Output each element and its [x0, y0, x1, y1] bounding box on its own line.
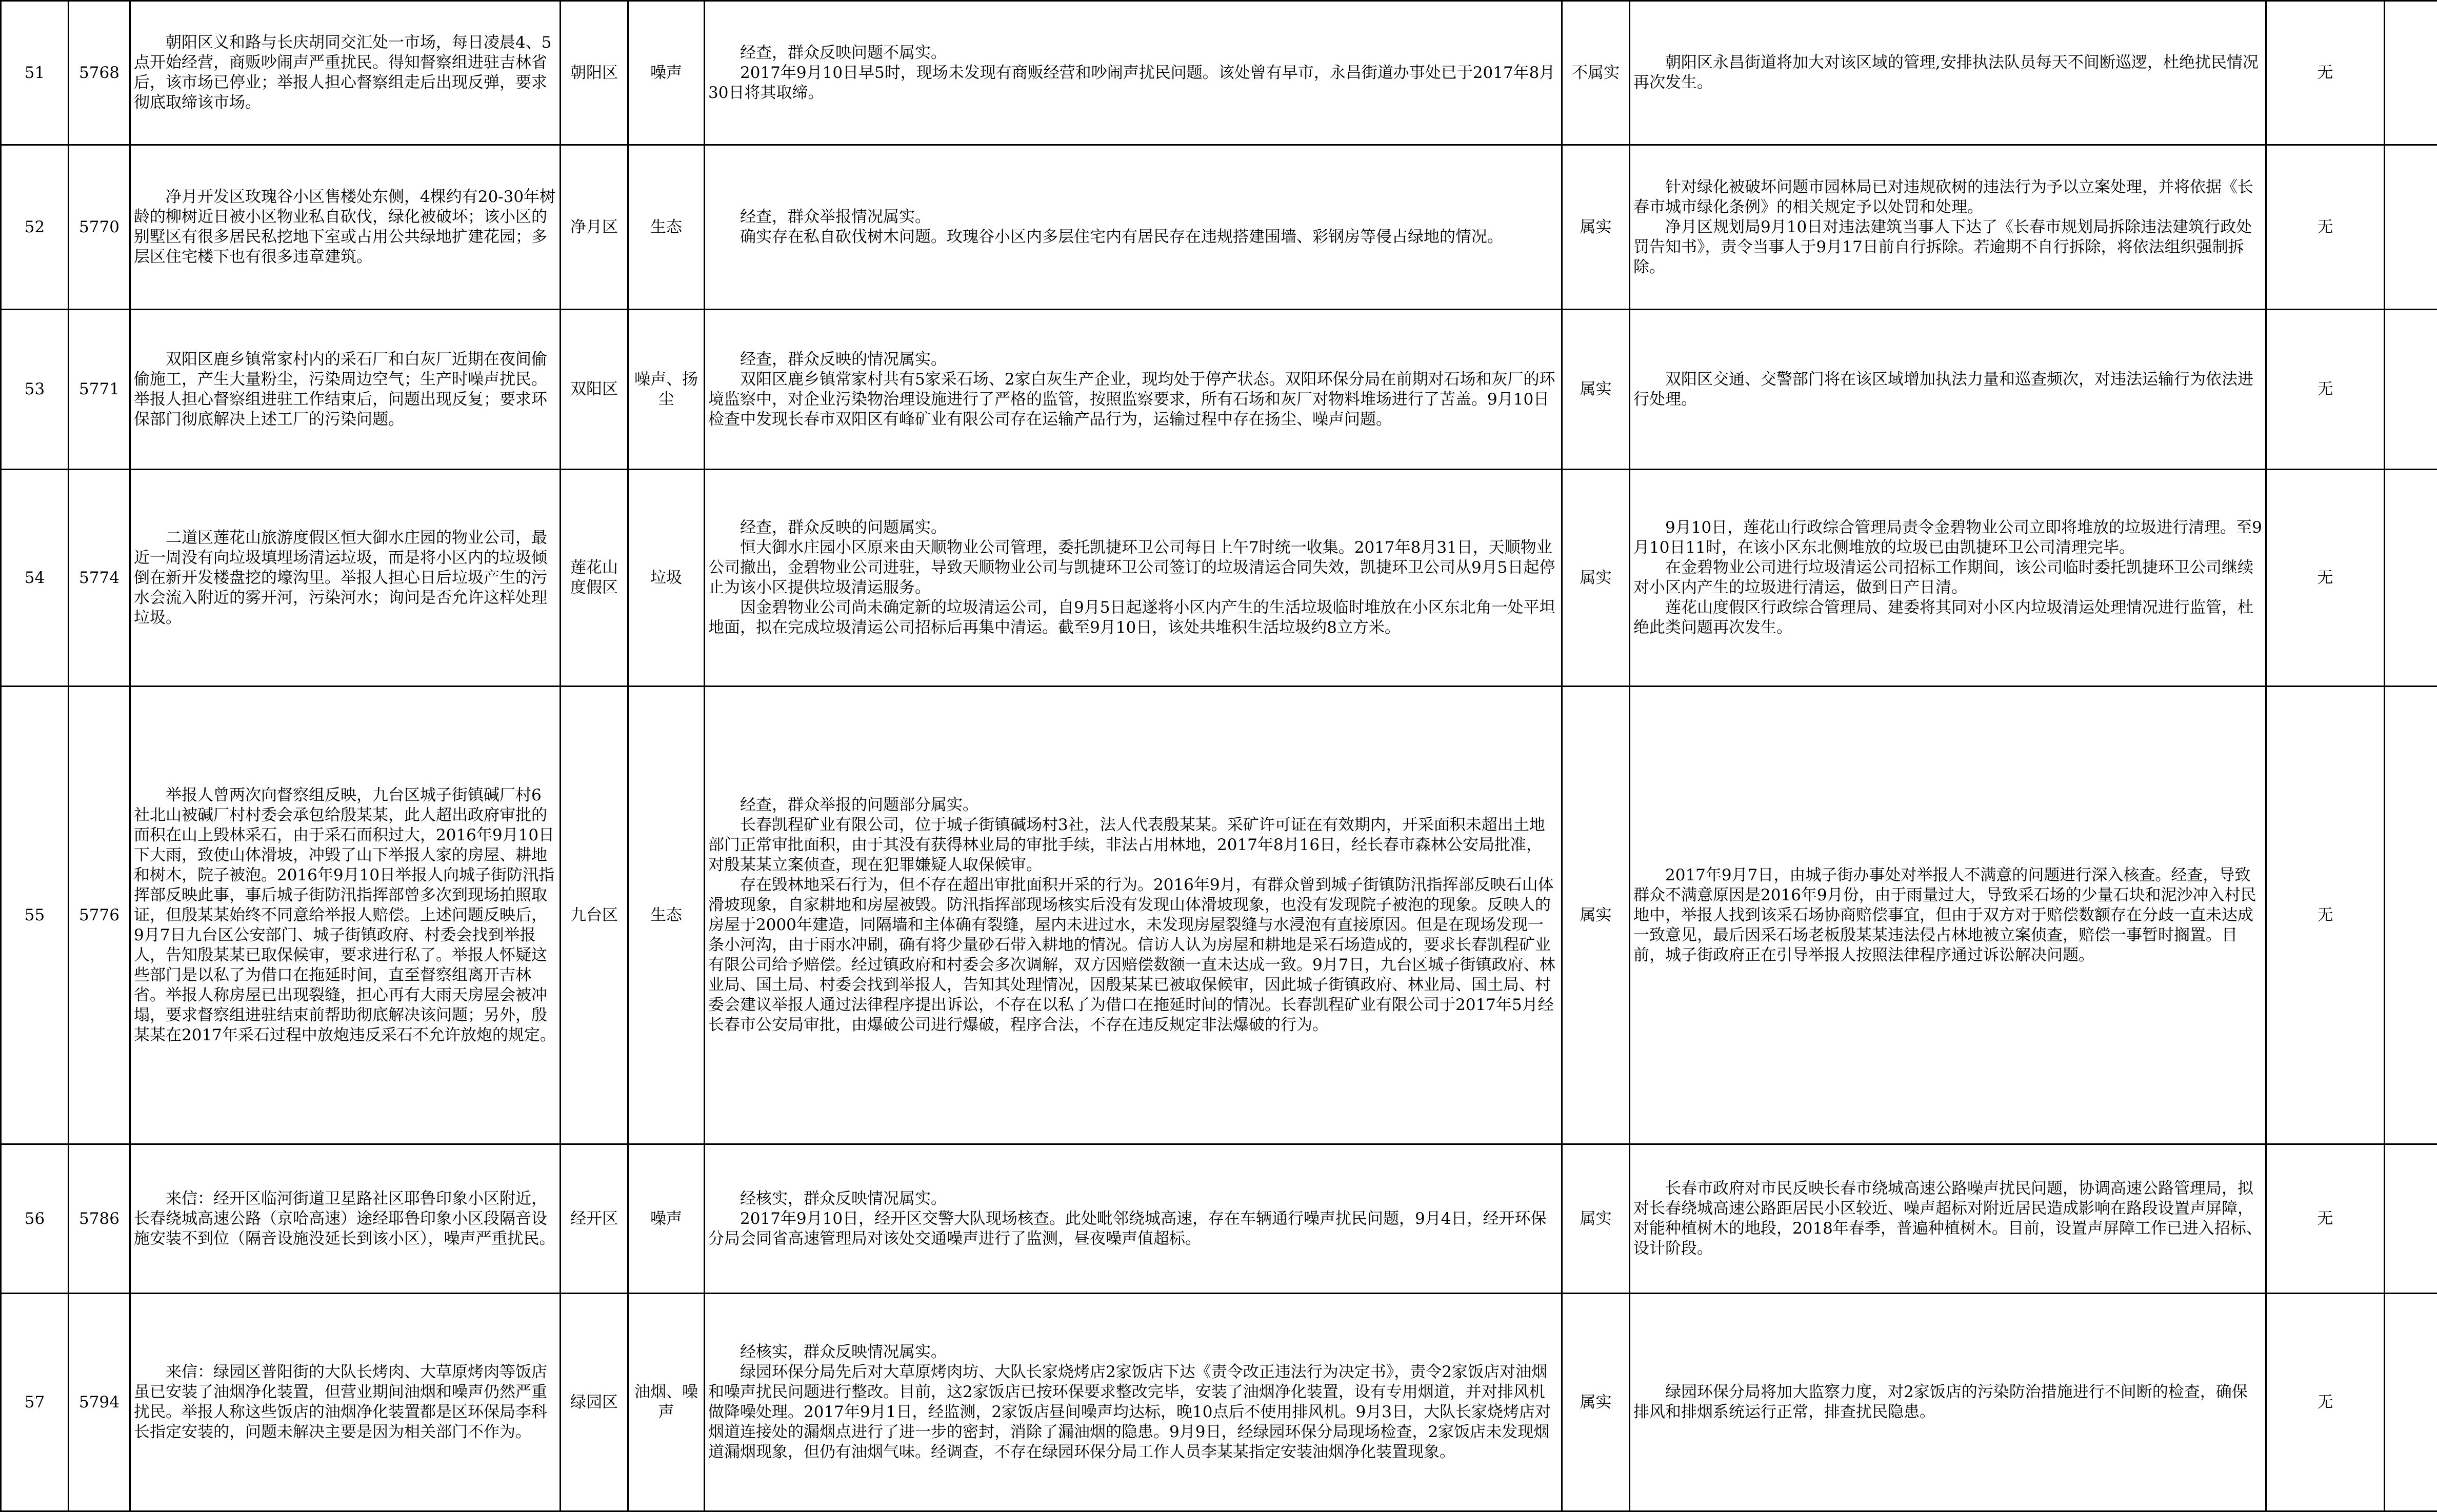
empty-cell — [2385, 687, 2437, 1144]
district-cell: 九台区 — [561, 687, 628, 1144]
penalty-cell: 无 — [2266, 1, 2385, 145]
finding-paragraph: 经查，群众反映问题不属实。 — [708, 43, 1558, 63]
empty-cell — [2385, 1144, 2437, 1294]
finding-paragraph: 2017年9月10日，经开区交警大队现场核查。此处毗邻绕城高速，存在车辆通行噪声扰民问题，9月4日，经开环保分局会同省高速管理局对该处交通噪声进行了监测，昼夜噪声值超标。 — [708, 1209, 1558, 1249]
finding-cell — [705, 1294, 1562, 1511]
verdict-cell: 属实 — [1562, 1294, 1630, 1511]
row-number-cell: 53 — [1, 310, 69, 470]
action-cell — [1630, 470, 2266, 687]
description-cell — [130, 470, 561, 687]
finding-cell — [705, 470, 1562, 687]
row-number-cell: 51 — [1, 1, 69, 145]
finding-paragraph: 因金碧物业公司尚未确定新的垃圾清运公司，自9月5日起遂将小区内产生的生活垃圾临时堆放在小区东北角一处平坦地面，拟在完成垃圾清运公司招标后再集中清运。截至9月10日，该处共堆积生活垃圾约8立方米。 — [708, 598, 1558, 638]
penalty-cell: 无 — [2266, 145, 2385, 310]
district-cell: 绿园区 — [561, 1294, 628, 1511]
row-number-cell: 54 — [1, 470, 69, 687]
action-paragraph: 针对绿化被破坏问题市园林局已对违规砍树的违法行为予以立案处理，并将依据《长春市城市绿化条例》的相关规定予以处罚和处理。 — [1633, 177, 2262, 217]
case-id-cell: 5768 — [69, 1, 130, 145]
penalty-cell: 无 — [2266, 1294, 2385, 1511]
finding-paragraph: 经查，群众反映的问题属实。 — [708, 518, 1558, 538]
finding-paragraph: 绿园环保分局先后对大草原烤肉坊、大队长家烧烤店2家饭店下达《责令改正违法行为决定书》，责令2家饭店对油烟和噪声扰民问题进行整改。目前，这2家饭店已按环保要求整改完毕，安装了油烟净化装置，设有专用烟道，并对排风机做降噪处理。2017年9月1日，经监测，2家饭店昼间噪声均达标，晚10点后不使用排风机。9月3日，大队长家烧烤店对烟道连接处的漏烟点进行了进一步的密封，消除了漏油烟的隐患。9月9日，经绿园环保分局现场检查，2家饭店未发现烟道漏烟现象，但仍有油烟气味。经调查，不存在绿园环保分局工作人员李某某指定安装油烟净化装置现象。 — [708, 1362, 1558, 1462]
action-cell — [1630, 145, 2266, 310]
finding-paragraph: 经查，群众举报的问题部分属实。 — [708, 795, 1558, 815]
empty-cell — [2385, 470, 2437, 687]
finding-paragraph: 存在毁林地采石行为，但不存在超出审批面积开采的行为。2016年9月，有群众曾到城子街镇防汛指挥部反映石山体滑坡现象，自家耕地和房屋被毁。防汛指挥部现场核实后没有发现山体滑坡现象，也没有发现院子被泡的现象。反映人的房屋于2000年建造，同隔墙和主体确有裂缝，屋内未进过水，未发现房屋裂缝与水浸泡有直接原因。但是在现场发现一条小河沟，由于雨水冲刷，确有将少量砂石带入耕地的情况。信访人认为房屋和耕地是采石场造成的，要求长春凯程矿业有限公司给予赔偿。经过镇政府和村委会多次调解，双方因赔偿数额一直未达成一致。9月7日，九台区城子街镇政府、林业局、国土局、村委会找到举报人，告知其处理情况，因殷某某已被取保候审，因此城子街镇政府、林业局、国土局、村委会建议举报人通过法律程序提出诉讼，不存在以私了为借口在拖延时间的情况。长春凯程矿业有限公司于2017年5月经长春市公安局审批，由爆破公司进行爆破，程序合法，不存在违反规定非法爆破的行为。 — [708, 875, 1558, 1035]
finding-paragraph: 经查，群众反映的情况属实。 — [708, 350, 1558, 370]
description-cell — [130, 687, 561, 1144]
description-cell — [130, 1294, 561, 1511]
description-text: 举报人曾两次向督察组反映，九台区城子街镇碱厂村6社北山被碱厂村村委会承包给殷某某，此人超出政府审批的面积在山上毁林采石，由于采石面积过大，2016年9月10日下大雨，致使山体滑坡，冲毁了山下举报人家的房屋、耕地和树木，院子被泡。2016年9月10日举报人向城子街防汛指挥部反映此事，事后城子街防汛指挥部曾多次到现场拍照取证，但殷某某始终不同意给举报人赔偿。上述问题反映后，9月7日九台区公安部门、城子街镇政府、村委会找到举报人，告知殷某某已取保候审，要求进行私了。举报人怀疑这些部门是以私了为借口在拖延时间，直至督察组离开吉林省。举报人称房屋已出现裂缝，担心再有大雨天房屋会被冲塌，要求督察组进驻结束前帮助彻底解决该问题；另外，殷某某在2017年采石过程中放炮违反采石不允许放炮的规定。 — [134, 785, 556, 1045]
action-paragraph: 长春市政府对市民反映长春市绕城高速公路噪声扰民问题，协调高速公路管理局，拟对长春绕城高速公路距居民小区较近、噪声超标对附近居民造成影响在路段设置声屏障，对能种植树木的地段，2018年春季，普遍种植树木。目前，设置声屏障工作已进入招标、设计阶段。 — [1633, 1179, 2262, 1259]
description-cell — [130, 1, 561, 145]
verdict-cell: 不属实 — [1562, 1, 1630, 145]
empty-cell — [2385, 145, 2437, 310]
verdict-cell: 属实 — [1562, 1144, 1630, 1294]
empty-cell — [2385, 1294, 2437, 1511]
description-text: 朝阳区义和路与长庆胡同交汇处一市场，每日凌晨4、5点开始经营，商贩吵闹声严重扰民。得知督察组进驻吉林省后，该市场已停业；举报人担心督察组走后出现反弹，要求彻底取缔该市场。 — [134, 33, 556, 113]
penalty-cell: 无 — [2266, 1144, 2385, 1294]
description-cell — [130, 310, 561, 470]
table-row — [1, 310, 2437, 470]
description-cell — [130, 1144, 561, 1294]
district-cell: 经开区 — [561, 1144, 628, 1294]
description-text: 双阳区鹿乡镇常家村内的采石厂和白灰厂近期在夜间偷偷施工，产生大量粉尘，污染周边空气；生产时噪声扰民。举报人担心督察组进驻工作结束后，问题出现反复；要求环保部门彻底解决上述工厂的污染问题。 — [134, 350, 556, 430]
table-row — [1, 1144, 2437, 1294]
action-paragraph: 净月区规划局9月10日对违法建筑当事人下达了《长春市规划局拆除违法建筑行政处罚告知书》，责令当事人于9月17日前自行拆除。若逾期不自行拆除，将依法组织强制拆除。 — [1633, 217, 2262, 277]
table-row — [1, 145, 2437, 310]
description-text: 来信：绿园区普阳街的大队长烤肉、大草原烤肉等饭店虽已安装了油烟净化装置，但营业期间油烟和噪声仍然严重扰民。举报人称这些饭店的油烟净化装置都是区环保局李科长指定安装的，问题未解决主要是因为相关部门不作为。 — [134, 1362, 556, 1442]
verdict-cell: 属实 — [1562, 470, 1630, 687]
finding-paragraph: 长春凯程矿业有限公司，位于城子街镇碱场村3社，法人代表殷某某。采矿许可证在有效期内，开采面积未超出土地部门正常审批面积，由于其没有获得林业局的审批手续，非法占用林地，2017年8月16日，经长春市森林公安局批准，对殷某某立案侦查，现在犯罪嫌疑人取保候审。 — [708, 815, 1558, 875]
row-number-cell: 56 — [1, 1144, 69, 1294]
action-paragraph: 莲花山度假区行政综合管理局、建委将其同对小区内垃圾清运处理情况进行监管，杜绝此类问题再次发生。 — [1633, 598, 2262, 638]
finding-paragraph: 经核实，群众反映情况属实。 — [708, 1189, 1558, 1209]
finding-paragraph: 确实存在私自砍伐树木问题。玫瑰谷小区内多层住宅内有居民存在违规搭建围墙、彩钢房等侵占绿地的情况。 — [708, 227, 1558, 247]
empty-cell — [2385, 1, 2437, 145]
action-cell — [1630, 1294, 2266, 1511]
case-id-cell: 5774 — [69, 470, 130, 687]
row-number-cell: 52 — [1, 145, 69, 310]
description-text: 来信：经开区临河街道卫星路社区耶鲁印象小区附近，长春绕城高速公路（京哈高速）途经耶鲁印象小区段隔音设施安装不到位（隔音设施没延长到该小区），噪声严重扰民。 — [134, 1189, 556, 1249]
case-id-cell: 5776 — [69, 687, 130, 1144]
verdict-cell: 属实 — [1562, 310, 1630, 470]
penalty-cell: 无 — [2266, 310, 2385, 470]
table-row — [1, 687, 2437, 1144]
table-row — [1, 1294, 2437, 1511]
pollution-type-cell: 生态 — [628, 687, 705, 1144]
district-cell: 朝阳区 — [561, 1, 628, 145]
description-text: 净月开发区玫瑰谷小区售楼处东侧，4棵约有20-30年树龄的柳树近日被小区物业私自砍伐，绿化被破坏；该小区的别墅区有很多居民私挖地下室或占用公共绿地扩建花园；多层区住宅楼下也有很多违章建筑。 — [134, 187, 556, 267]
action-paragraph: 9月10日，莲花山行政综合管理局责令金碧物业公司立即将堆放的垃圾进行清理。至9月10日11时，在该小区东北侧堆放的垃圾已由凯捷环卫公司清理完毕。 — [1633, 518, 2262, 558]
description-text: 二道区莲花山旅游度假区恒大御水庄园的物业公司，最近一周没有向垃圾填埋场清运垃圾，而是将小区内的垃圾倾倒在新开发楼盘挖的壕沟里。举报人担心日后垃圾产生的污水会流入附近的雾开河，污染河水；询问是否允许这样处理垃圾。 — [134, 528, 556, 628]
pollution-type-cell: 噪声 — [628, 1144, 705, 1294]
finding-cell — [705, 1, 1562, 145]
finding-cell — [705, 687, 1562, 1144]
case-id-cell: 5786 — [69, 1144, 130, 1294]
action-cell — [1630, 310, 2266, 470]
finding-cell — [705, 1144, 1562, 1294]
finding-cell — [705, 310, 1562, 470]
finding-paragraph: 经查，群众举报情况属实。 — [708, 207, 1558, 227]
case-id-cell: 5771 — [69, 310, 130, 470]
finding-paragraph: 2017年9月10日早5时，现场未发现有商贩经营和吵闹声扰民问题。该处曾有早市，永昌街道办事处已于2017年8月30日将其取缔。 — [708, 63, 1558, 103]
finding-cell — [705, 145, 1562, 310]
action-paragraph: 2017年9月7日，由城子街办事处对举报人不满意的问题进行深入核查。经查，导致群众不满意原因是2016年9月份，由于雨量过大，导致采石场的少量石块和泥沙冲入村民地中，举报人找到该采石场协商赔偿事宜，但由于双方对于赔偿数额存在分歧一直未达成一致意见，最后因采石场老板殷某某违法侵占林地被立案侦查，赔偿一事暂时搁置。目前，城子街政府正在引导举报人按照法律程序通过诉讼解决问题。 — [1633, 865, 2262, 965]
verdict-cell: 属实 — [1562, 687, 1630, 1144]
verdict-cell: 属实 — [1562, 145, 1630, 310]
action-paragraph: 在金碧物业公司进行垃圾清运公司招标工作期间，该公司临时委托凯捷环卫公司继续对小区内产生的垃圾进行清运，做到日产日清。 — [1633, 558, 2262, 598]
district-cell: 莲花山度假区 — [561, 470, 628, 687]
empty-cell — [2385, 310, 2437, 470]
pollution-type-cell: 垃圾 — [628, 470, 705, 687]
pollution-type-cell: 噪声 — [628, 1, 705, 145]
finding-paragraph: 双阳区鹿乡镇常家村共有5家采石场、2家白灰生产企业，现均处于停产状态。双阳环保分局在前期对石场和灰厂的环境监察中，对企业污染物治理设施进行了严格的监管，按照监察要求，所有石场和灰厂对物料堆场进行了苫盖。9月10日检查中发现长春市双阳区有峰矿业有限公司存在运输产品行为，运输过程中存在扬尘、噪声问题。 — [708, 370, 1558, 430]
action-paragraph: 朝阳区永昌街道将加大对该区域的管理,安排执法队员每天不间断巡逻，杜绝扰民情况再次发生。 — [1633, 53, 2262, 93]
action-paragraph: 绿园环保分局将加大监察力度，对2家饭店的污染防治措施进行不间断的检查，确保排风和排烟系统运行正常，排查扰民隐患。 — [1633, 1382, 2262, 1422]
table-row — [1, 1, 2437, 145]
row-number-cell: 55 — [1, 687, 69, 1144]
pollution-type-cell: 噪声、扬尘 — [628, 310, 705, 470]
row-number-cell: 57 — [1, 1294, 69, 1511]
action-paragraph: 双阳区交通、交警部门将在该区域增加执法力量和巡查频次，对违法运输行为依法进行处理。 — [1633, 370, 2262, 410]
case-id-cell: 5794 — [69, 1294, 130, 1511]
pollution-type-cell: 生态 — [628, 145, 705, 310]
case-id-cell: 5770 — [69, 145, 130, 310]
penalty-cell: 无 — [2266, 470, 2385, 687]
table-row — [1, 470, 2437, 687]
district-cell: 净月区 — [561, 145, 628, 310]
description-cell — [130, 145, 561, 310]
action-cell — [1630, 1144, 2266, 1294]
finding-paragraph: 恒大御水庄园小区原来由天顺物业公司管理，委托凯捷环卫公司每日上午7时统一收集。2017年8月31日，天顺物业公司撤出，金碧物业公司进驻，导致天顺物业公司与凯捷环卫公司签订的垃圾清运合同失效，凯捷环卫公司从9月5日起停止为该小区提供垃圾清运服务。 — [708, 538, 1558, 598]
pollution-type-cell: 油烟、噪声 — [628, 1294, 705, 1511]
district-cell: 双阳区 — [561, 310, 628, 470]
finding-paragraph: 经核实，群众反映情况属实。 — [708, 1342, 1558, 1362]
penalty-cell: 无 — [2266, 687, 2385, 1144]
action-cell — [1630, 687, 2266, 1144]
action-cell — [1630, 1, 2266, 145]
